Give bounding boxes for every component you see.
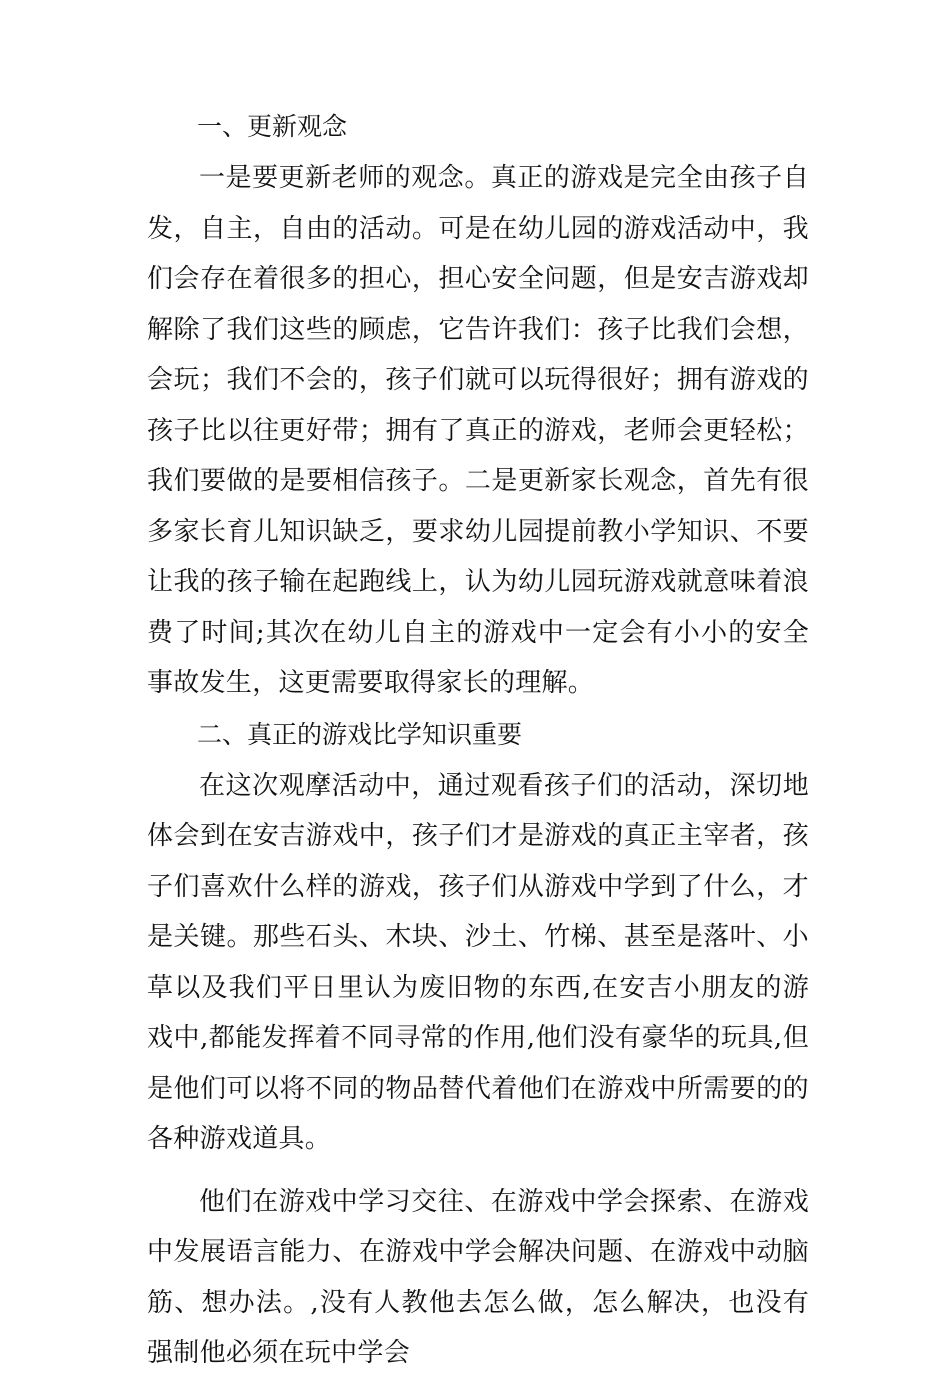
- section-heading-1: 一、更新观念: [197, 112, 348, 141]
- section-heading-2: 二、真正的游戏比学知识重要: [197, 719, 523, 749]
- paragraph-section-1: 一是要更新老师的观念。真正的游戏是完全由孩子自发，自主，自由的活动。可是在幼儿园的游戏活动中，我们会存在着很多的担心，担心安全问题，但是安吉游戏却解除了我们这些的顾虑，它告许我们：孩子比我们会想，会玩；我们不会的，孩子们就可以玩得很好；拥有游戏的孩子比以往更好带；拥有了真正的游戏，老师会更轻松；我们要做的是要相信孩子。二是更新家长观念，首先有很多家长育儿知识缺乏，要求幼儿园提前教小学知识、不要让我的孩子输在起跑线上，认为幼儿园玩游戏就意味着浪费了时间;其次在幼儿自主的游戏中一定会有小小的安全事故发生，这更需要取得家长的理解。: [147, 163, 809, 698]
- paragraph-spacer: [147, 1165, 809, 1177]
- document-body: [147, 101, 809, 1379]
- paragraph-section-2-first: 在这次观摩活动中，通过观看孩子们的活动，深切地体会到在安吉游戏中，孩子们才是游戏的真正主宰者，孩子们喜欢什么样的游戏，孩子们从游戏中学到了什么，才是关键。那些石头、木块、沙土、竹梯、甚至是落叶、小草以及我们平日里认为废旧物的东西,在安吉小朋友的游戏中,都能发挥着不同寻常的作用,他们没有豪华的玩具,但是他们可以将不同的物品替代着他们在游戏中所需要的的各种游戏道具。: [147, 770, 809, 1154]
- paragraph-section-2-second: 他们在游戏中学习交往、在游戏中学会探索、在游戏中发展语言能力、在游戏中学会解决问题、在游戏中动脑筋、想办法。,没有人教他去怎么做，怎么解决，也没有强制他必须在玩中学会: [147, 1186, 809, 1368]
